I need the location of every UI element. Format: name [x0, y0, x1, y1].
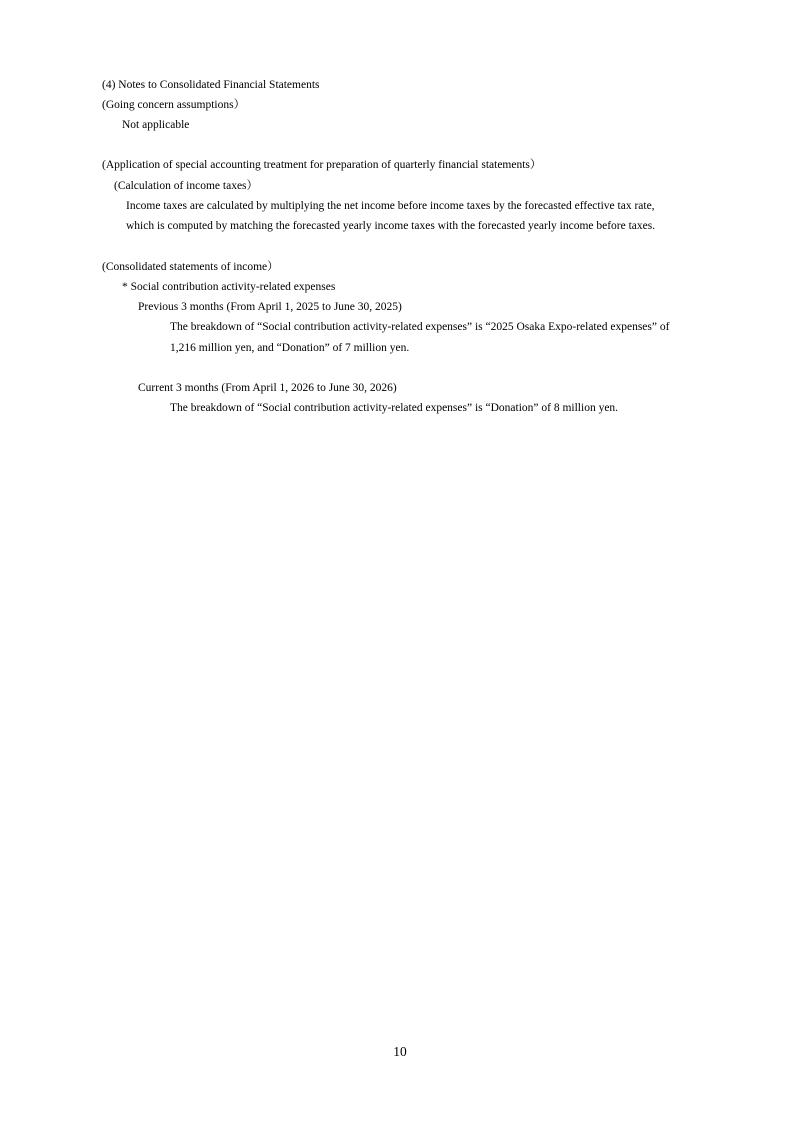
previous-period-label: Previous 3 months (From April 1, 2025 to June 30, 2025) — [138, 301, 402, 313]
going-concern-body: Not applicable — [122, 119, 190, 131]
income-taxes-subheading: (Calculation of income taxes） — [114, 180, 259, 192]
section-title: (4) Notes to Consolidated Financial Statements — [102, 79, 320, 91]
social-contribution-item: * Social contribution activity-related expenses — [122, 281, 336, 293]
income-statements-heading: (Consolidated statements of income） — [102, 261, 279, 273]
previous-breakdown-line1: The breakdown of “Social contribution activity-related expenses” is “2025 Osaka Expo-related expenses” of — [170, 321, 670, 333]
going-concern-heading: (Going concern assumptions） — [102, 99, 246, 111]
special-accounting-heading: (Application of special accounting treatment for preparation of quarterly financial statements） — [102, 159, 542, 171]
current-period-label: Current 3 months (From April 1, 2026 to June 30, 2026) — [138, 382, 397, 394]
previous-breakdown-line2: 1,216 million yen, and “Donation” of 7 million yen. — [170, 342, 410, 354]
page-number: 10 — [393, 1044, 407, 1059]
income-taxes-body-line1: Income taxes are calculated by multiplying the net income before income taxes by the forecasted effective tax rate, — [126, 200, 655, 212]
income-taxes-body-line2: which is computed by matching the forecasted yearly income taxes with the forecasted yearly income before taxes. — [126, 220, 656, 232]
current-breakdown-line1: The breakdown of “Social contribution activity-related expenses” is “Donation” of 8 million yen. — [170, 402, 619, 414]
